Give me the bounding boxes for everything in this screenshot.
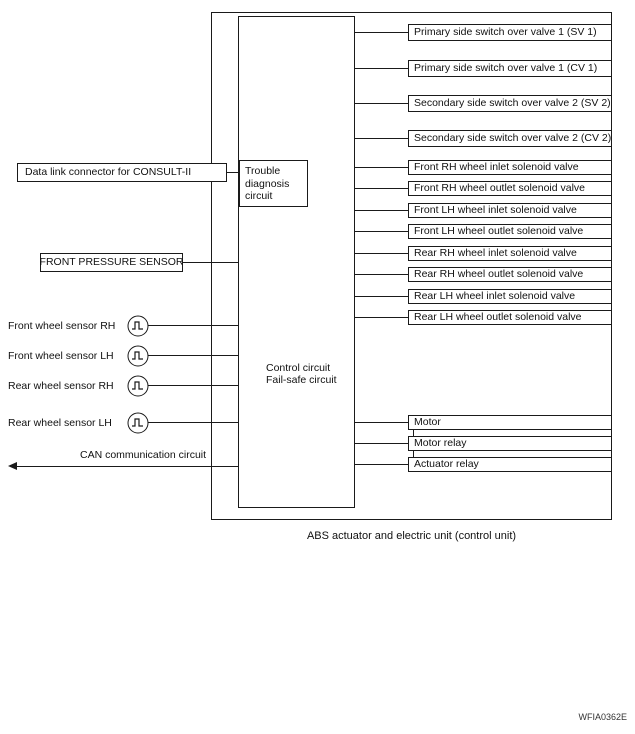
control-circuit-box xyxy=(238,16,355,508)
connector-line xyxy=(355,68,408,69)
connector-line xyxy=(183,262,238,263)
can-line xyxy=(14,466,238,467)
wheel-sensor-label-front-lh: Front wheel sensor LH xyxy=(8,350,114,362)
pulse-signal-icon xyxy=(127,315,149,337)
figure-code: WFIA0362E xyxy=(578,712,627,722)
connector-line xyxy=(355,138,408,139)
connector-line xyxy=(355,464,408,465)
connector-line xyxy=(355,188,408,189)
connector-line xyxy=(148,385,238,386)
control-circuit-label xyxy=(266,362,337,386)
output-box-rear-lh-inlet: Rear LH wheel inlet solenoid valve xyxy=(408,289,612,304)
output-box-actuator-relay: Actuator relay xyxy=(408,457,612,472)
output-box-motor: Motor xyxy=(408,415,612,430)
connector-line xyxy=(355,32,408,33)
output-box-motor-relay: Motor relay xyxy=(408,436,612,451)
connector-line xyxy=(355,253,408,254)
connector-line xyxy=(355,422,408,423)
wheel-sensor-label-rear-lh: Rear wheel sensor LH xyxy=(8,417,112,429)
output-box-front-rh-inlet: Front RH wheel inlet solenoid valve xyxy=(408,160,612,175)
connector-line xyxy=(355,167,408,168)
connector-line xyxy=(355,274,408,275)
connector-line xyxy=(148,325,238,326)
trouble-diagnosis-box: Trouble diagnosis circuit xyxy=(239,160,308,207)
output-box-front-lh-inlet: Front LH wheel inlet solenoid valve xyxy=(408,203,612,218)
output-box-primary-cv1: Primary side switch over valve 1 (CV 1) xyxy=(408,60,612,77)
front-pressure-sensor-box: FRONT PRESSURE SENSOR xyxy=(40,253,183,272)
connector-line xyxy=(355,210,408,211)
output-box-front-lh-outlet: Front LH wheel outlet solenoid valve xyxy=(408,224,612,239)
pulse-signal-icon xyxy=(127,345,149,367)
connector-line xyxy=(355,103,408,104)
wheel-sensor-label-rear-rh: Rear wheel sensor RH xyxy=(8,380,114,392)
data-link-connector-box: Data link connector for CONSULT-II xyxy=(17,163,227,182)
connector-line xyxy=(355,231,408,232)
arrow-left-icon xyxy=(8,462,17,470)
wheel-sensor-label-front-rh: Front wheel sensor RH xyxy=(8,320,116,332)
output-box-front-rh-outlet: Front RH wheel outlet solenoid valve xyxy=(408,181,612,196)
output-box-rear-rh-inlet: Rear RH wheel inlet solenoid valve xyxy=(408,246,612,261)
output-box-primary-sv1: Primary side switch over valve 1 (SV 1) xyxy=(408,24,612,41)
output-box-secondary-sv2: Secondary side switch over valve 2 (SV 2) xyxy=(408,95,612,112)
output-box-rear-rh-outlet: Rear RH wheel outlet solenoid valve xyxy=(408,267,612,282)
connector-line xyxy=(355,317,408,318)
fail-safe-circuit-line2: Fail-safe circuit xyxy=(266,374,337,386)
connector-line xyxy=(148,422,238,423)
diagram-caption: ABS actuator and electric unit (control unit) xyxy=(306,530,517,542)
output-box-secondary-cv2: Secondary side switch over valve 2 (CV 2) xyxy=(408,130,612,147)
control-circuit-line1: Control circuit xyxy=(266,362,331,374)
connector-line xyxy=(148,355,238,356)
pulse-signal-icon xyxy=(127,375,149,397)
can-communication-label: CAN communication circuit xyxy=(80,449,207,461)
connector-line xyxy=(355,443,408,444)
pulse-signal-icon xyxy=(127,412,149,434)
connector-line xyxy=(355,296,408,297)
output-box-rear-lh-outlet: Rear LH wheel outlet solenoid valve xyxy=(408,310,612,325)
